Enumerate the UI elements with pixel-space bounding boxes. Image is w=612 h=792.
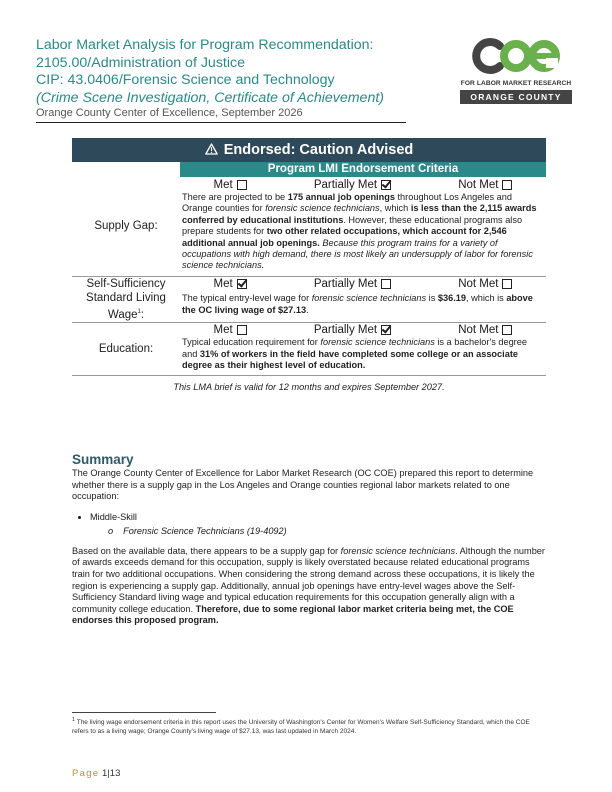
option-label: Not Met <box>458 323 499 336</box>
empty-checkbox-icon <box>381 279 391 289</box>
endorsement-banner <box>72 138 546 162</box>
footnote-divider <box>72 712 216 713</box>
page-total: 13 <box>109 768 121 779</box>
footnote-marker: 1 <box>72 717 76 723</box>
coe-logo-mark <box>456 36 576 76</box>
criterion-option-not-met <box>458 179 512 191</box>
criterion-label <box>72 177 180 276</box>
criterion-label-text: Education: <box>98 343 154 356</box>
validity-note: This LMA brief is valid for 12 months and expires September 2027. <box>173 382 445 393</box>
occupation-name: Forensic Science Technicians (19-4092) <box>123 525 287 536</box>
summary-body-run: . Although the number of awards exceeds demand for this occupation, supply is likely overstated because related educational programs train for two additional occupations. When considering the strong demand across these occupations, it is likely the region is experiencing a supply gap. Additionally, annual job openings have entry-level wages above the Self-Sufficiency Standard living wage and typical education requirements for this occupation generally align with a community college education. <box>72 545 545 614</box>
occupation-sub-item <box>108 525 546 537</box>
empty-checkbox-icon <box>237 180 247 190</box>
summary-heading: Summary <box>72 452 134 467</box>
criterion-options <box>180 177 546 192</box>
list-item: • Middle-Skill <box>90 511 546 523</box>
page-current: 1 <box>102 768 108 779</box>
option-label: Met <box>213 178 233 191</box>
header-subtitle: Orange County Center of Excellence, September 2026 <box>36 107 303 120</box>
criterion-label-text: Self-Sufficiency Standard Living Wage <box>86 277 166 321</box>
criterion-description-run: Typical education requirement for <box>182 337 321 348</box>
option-label: Not Met <box>458 278 499 291</box>
warning-triangle-icon <box>205 142 218 158</box>
empty-checkbox-icon <box>502 180 512 190</box>
summary-body <box>72 546 546 627</box>
criterion-description-run: There are projected to be <box>182 192 288 202</box>
criterion-description-run: is a bachelor's degree and <box>182 337 527 359</box>
criterion-description-run: is less than the 2,115 awards conferred by educational institutions <box>182 203 537 225</box>
criterion-option-partially-met <box>314 179 391 191</box>
criterion-label <box>72 276 180 322</box>
checked-checkbox-icon <box>381 325 391 335</box>
criterion-description <box>180 337 546 376</box>
header-title-line1: Labor Market Analysis for Program Recommendation: <box>36 37 374 53</box>
criterion-options <box>180 276 546 291</box>
checked-checkbox-icon <box>237 279 247 289</box>
criterion-option-not-met <box>458 324 512 336</box>
header-title-line3: CIP: 43.0406/Forensic Science and Technology <box>36 72 335 89</box>
criterion-option-not-met <box>458 278 512 290</box>
criterion-option-met <box>214 324 247 336</box>
option-label: Not Met <box>458 178 499 191</box>
checked-checkbox-icon <box>381 180 391 190</box>
empty-checkbox-icon <box>502 279 512 289</box>
option-label: Partially Met <box>313 323 378 336</box>
logo-county: ORANGE COUNTY <box>460 90 572 104</box>
coe-logo <box>456 36 576 106</box>
criterion-label <box>72 322 180 376</box>
header-divider <box>36 122 406 123</box>
summary-intro: The Orange County Center of Excellence for Labor Market Research (OC COE) prepared this report to determine whether there is a supply gap in the Los Angeles and Orange counties regional labor markets related to one occupation: <box>72 468 534 502</box>
option-label: Partially Met <box>313 278 378 291</box>
criterion-description-run: 31% of workers in the field have completed some college or an associate degree as their highest level of education. <box>182 348 518 370</box>
criterion-description-run: Because this program trains for a variety of occupations with high demand, there is most likely an undersupply of labor for forensic science technicians. <box>182 237 533 271</box>
summary-body-run: Therefore, due to some regional labor market criteria being met, the COE endorses this proposed program. <box>72 603 514 626</box>
criterion-description-run: , which is <box>465 293 507 304</box>
header-title-line4: (Crime Scene Investigation, Certificate of Achievement) <box>36 89 385 106</box>
criterion-description-run: forensic science technicians <box>311 293 427 304</box>
criterion-description-run: 175 annual job openings <box>287 192 395 202</box>
criterion-description-run: two other related occupations, which account for 2,546 additional annual job openings. <box>182 226 507 248</box>
sub-bullet-marker: o <box>108 525 114 536</box>
footnote-text: The living wage endorsement criteria in this report uses the University of Washington's Center for Women's Welfare Self-Sufficiency Standard, which the COE refers to as a living wage; Orange County's living wage of $27.13, was last updated in March 2024. <box>72 719 530 735</box>
criteria-heading: Program LMI Endorsement Criteria <box>180 162 546 177</box>
criterion-description-run: The typical entry-level wage for <box>182 293 312 304</box>
criterion-description-run: . However, these educational programs also prepare students for <box>182 214 523 237</box>
endorsement-table <box>72 138 546 392</box>
option-label: Met <box>213 278 233 291</box>
criterion-description <box>180 291 546 322</box>
criterion-description <box>180 192 546 276</box>
criterion-description-run: forensic science technicians <box>265 203 380 214</box>
summary-section <box>72 452 546 627</box>
criterion-option-met <box>214 278 247 290</box>
option-label: Partially Met <box>313 178 378 191</box>
criterion-description-run: forensic science technicians <box>320 337 435 348</box>
footnote-ref: 1 <box>137 308 141 315</box>
page-separator: | <box>107 768 110 779</box>
report-header <box>36 37 456 120</box>
header-title-line2: 2105.00/Administration of Justice <box>36 54 245 71</box>
criterion-label-text: Supply Gap: <box>94 220 158 233</box>
footnote <box>72 716 546 736</box>
page-number <box>72 768 120 779</box>
criterion-label-suffix: : <box>140 308 145 321</box>
occupation-list <box>90 511 546 523</box>
criterion-description-run: $36.19 <box>437 293 466 304</box>
logo-subtitle: FOR LABOR MARKET RESEARCH <box>460 80 572 87</box>
criterion-description-run: . <box>306 304 309 315</box>
criterion-description-run: , which <box>379 203 411 214</box>
criterion-options <box>180 322 546 337</box>
empty-checkbox-icon <box>502 325 512 335</box>
criterion-option-partially-met <box>314 324 391 336</box>
empty-checkbox-icon <box>237 325 247 335</box>
criterion-option-met <box>214 179 247 191</box>
page-label: Page <box>72 768 100 779</box>
option-label: Met <box>213 323 233 336</box>
endorsement-status: Endorsed: Caution Advised <box>223 142 414 158</box>
summary-body-run: Based on the available data, there appears to be a supply gap for <box>72 545 341 556</box>
criterion-description-run: is <box>426 293 438 304</box>
criterion-description-run: above the OC living wage of $27.13 <box>182 293 533 315</box>
criterion-description-run: throughout Los Angeles and Orange counties for <box>182 192 512 214</box>
criterion-option-partially-met <box>314 278 391 290</box>
summary-body-run: forensic science technicians <box>340 545 456 556</box>
